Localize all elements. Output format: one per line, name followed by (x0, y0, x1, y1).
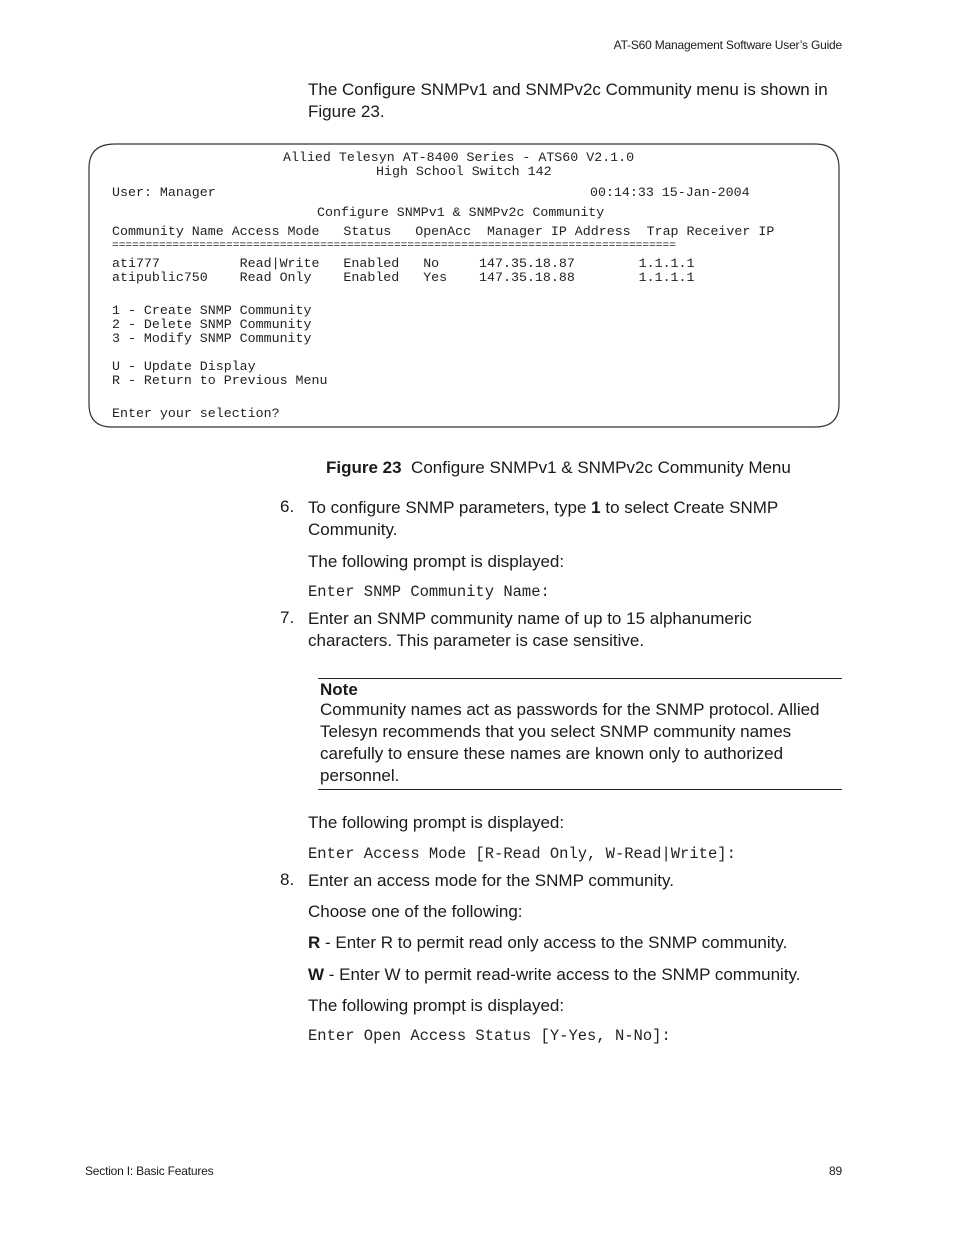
note-text: Community names act as passwords for the SNMP protocol. Allied Telesyn recommends that you select SNMP community names carefully to ensure these names are known only to authorized personnel. (320, 700, 820, 785)
terminal-column-headers: Community Name Access Mode Status OpenAcc Manager IP Address Trap Receiver IP (112, 224, 775, 239)
table-row: ati777 Read|Write Enabled No 147.35.18.87 1.1.1.1 (112, 256, 695, 271)
step6-followup: The following prompt is displayed: (308, 552, 565, 571)
running-header: AT-S60 Management Software User’s Guide (613, 38, 842, 52)
step-number: 6. (280, 497, 295, 516)
option-r (308, 932, 787, 954)
option-w (308, 964, 801, 986)
table-row: atipublic750 Read Only Enabled Yes 147.35.18.88 1.1.1.1 (112, 270, 695, 285)
open-access-followup: The following prompt is displayed: (308, 996, 565, 1015)
access-mode-prompt: Enter Access Mode [R-Read Only, W-Read|Write]: (308, 845, 736, 863)
terminal-switch-name: High School Switch 142 (376, 164, 552, 179)
intro-paragraph: The Configure SNMPv1 and SNMPv2c Community menu is shown in Figure 23. (308, 80, 828, 121)
menu-option-return[interactable]: R - Return to Previous Menu (112, 373, 328, 388)
menu-option-update[interactable]: U - Update Display (112, 359, 256, 374)
step6-key: 1 (591, 498, 601, 517)
terminal-datetime: 00:14:33 15-Jan-2004 (590, 185, 750, 200)
step-number: 7. (280, 608, 295, 627)
terminal-separator: ==================================================================================== (112, 240, 676, 252)
note-bottom-rule (318, 789, 842, 790)
step8-text: Enter an access mode for the SNMP community. (308, 871, 674, 890)
menu-option-delete[interactable]: 2 - Delete SNMP Community (112, 317, 312, 332)
terminal-selection-prompt[interactable]: Enter your selection? (112, 406, 280, 421)
option-w-key: W (308, 965, 325, 984)
step-number: 8. (280, 870, 295, 889)
note-top-rule (318, 678, 842, 679)
figure-title: Configure SNMPv1 & SNMPv2c Community Menu (411, 458, 791, 477)
option-w-text: - Enter W to permit read-write access to the SNMP community. (324, 965, 801, 984)
figure-label: Figure 23 (326, 458, 402, 477)
terminal-menu-title: Configure SNMPv1 & SNMPv2c Community (317, 205, 605, 220)
figure-caption (326, 457, 791, 479)
step6-text-pre: To configure SNMP parameters, type (308, 498, 592, 517)
terminal-user: User: Manager (112, 185, 216, 200)
page-number: 89 (829, 1164, 842, 1178)
option-r-key: R (308, 933, 321, 952)
terminal-title-line: Allied Telesyn AT-8400 Series - ATS60 V2.1.0 (283, 150, 635, 165)
step6-text-post: to select Create SNMP Community. (308, 498, 778, 539)
menu-option-modify[interactable]: 3 - Modify SNMP Community (112, 331, 312, 346)
access-mode-followup: The following prompt is displayed: (308, 813, 565, 832)
step6-text (308, 497, 828, 541)
option-r-text: - Enter R to permit read only access to the SNMP community. (320, 933, 788, 952)
menu-option-create[interactable]: 1 - Create SNMP Community (112, 303, 312, 318)
footer-section: Section I: Basic Features (85, 1164, 214, 1178)
note-title: Note (320, 680, 358, 699)
step8-choose: Choose one of the following: (308, 902, 523, 921)
open-access-prompt: Enter Open Access Status [Y-Yes, N-No]: (308, 1027, 671, 1045)
step7-text: Enter an SNMP community name of up to 15 alphanumeric characters. This parameter is case sensitive. (308, 609, 752, 650)
community-name-prompt: Enter SNMP Community Name: (308, 583, 550, 601)
